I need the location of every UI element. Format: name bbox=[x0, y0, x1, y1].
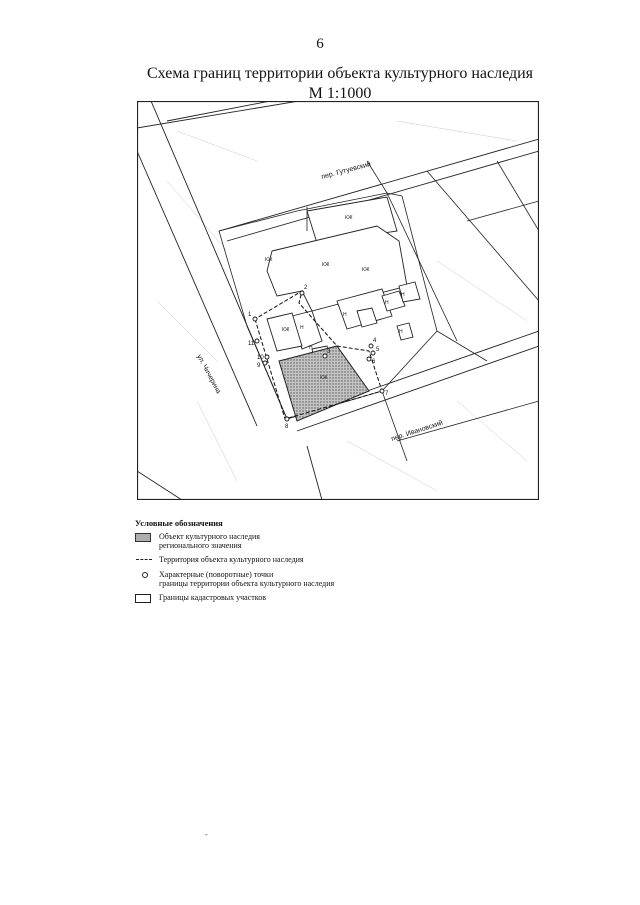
point-label: 3 bbox=[327, 349, 331, 355]
building-label: Н bbox=[309, 345, 313, 351]
point-label: 1 bbox=[248, 312, 252, 318]
bottom-mark: - bbox=[205, 830, 208, 839]
legend-item bbox=[135, 532, 495, 550]
point-label: 7 bbox=[385, 391, 389, 397]
turning-point-icon bbox=[135, 570, 155, 580]
legend-item-label: Характерные (поворотные) точки границы территории объекта культурного наследия bbox=[159, 570, 335, 588]
building-label: КЖ bbox=[345, 215, 353, 221]
point-label: 8 bbox=[285, 424, 289, 430]
building-label: КЖ bbox=[282, 327, 290, 333]
ivanovsky-label: пер. Ивановский bbox=[390, 419, 444, 443]
hatched-object-icon bbox=[135, 532, 155, 542]
legend-item-label: Территория объекта культурного наследия bbox=[159, 555, 304, 564]
cadastral-parcel-icon bbox=[135, 593, 155, 603]
legend-item-label: Объект культурного наследия регионального значения bbox=[159, 532, 260, 550]
map-svg bbox=[137, 101, 539, 500]
legend-item-label: Границы кадастровых участков bbox=[159, 593, 267, 602]
chicherina-label: ул. Чичерина bbox=[195, 353, 222, 395]
point-label: 10 bbox=[257, 355, 264, 361]
building-label: КЖ bbox=[322, 262, 330, 268]
building-label: КЖ bbox=[320, 375, 328, 381]
legend-item bbox=[135, 593, 495, 603]
point-label: 4 bbox=[373, 338, 377, 344]
building-label: Н bbox=[300, 325, 304, 331]
point-label: 2 bbox=[304, 285, 308, 291]
legend bbox=[135, 519, 495, 608]
dashed-line-icon bbox=[135, 555, 155, 565]
legend-item bbox=[135, 555, 495, 565]
cadastral-map bbox=[137, 101, 539, 500]
document-title bbox=[0, 64, 640, 104]
building-label: Н bbox=[385, 300, 389, 306]
scale-text: М 1:1000 bbox=[308, 85, 372, 102]
point-label: 6 bbox=[372, 359, 376, 365]
page-number: 6 bbox=[316, 36, 324, 52]
legend-item bbox=[135, 570, 495, 588]
building-label: Н bbox=[343, 312, 347, 318]
legend-title: Условные обозначения bbox=[135, 518, 223, 528]
building-label: КЖ bbox=[265, 257, 273, 263]
title-text: Схема границ территории объекта культурного наследия bbox=[146, 65, 534, 82]
point-label: 9 bbox=[257, 363, 261, 369]
building-label: Н bbox=[401, 292, 405, 298]
building-label: Н bbox=[399, 329, 403, 335]
point-label: 11 bbox=[248, 341, 255, 347]
point-label: 5 bbox=[376, 347, 380, 353]
building-label: КЖ bbox=[362, 267, 370, 273]
gutuevsky-label: пер. Гутуевский bbox=[320, 160, 372, 181]
